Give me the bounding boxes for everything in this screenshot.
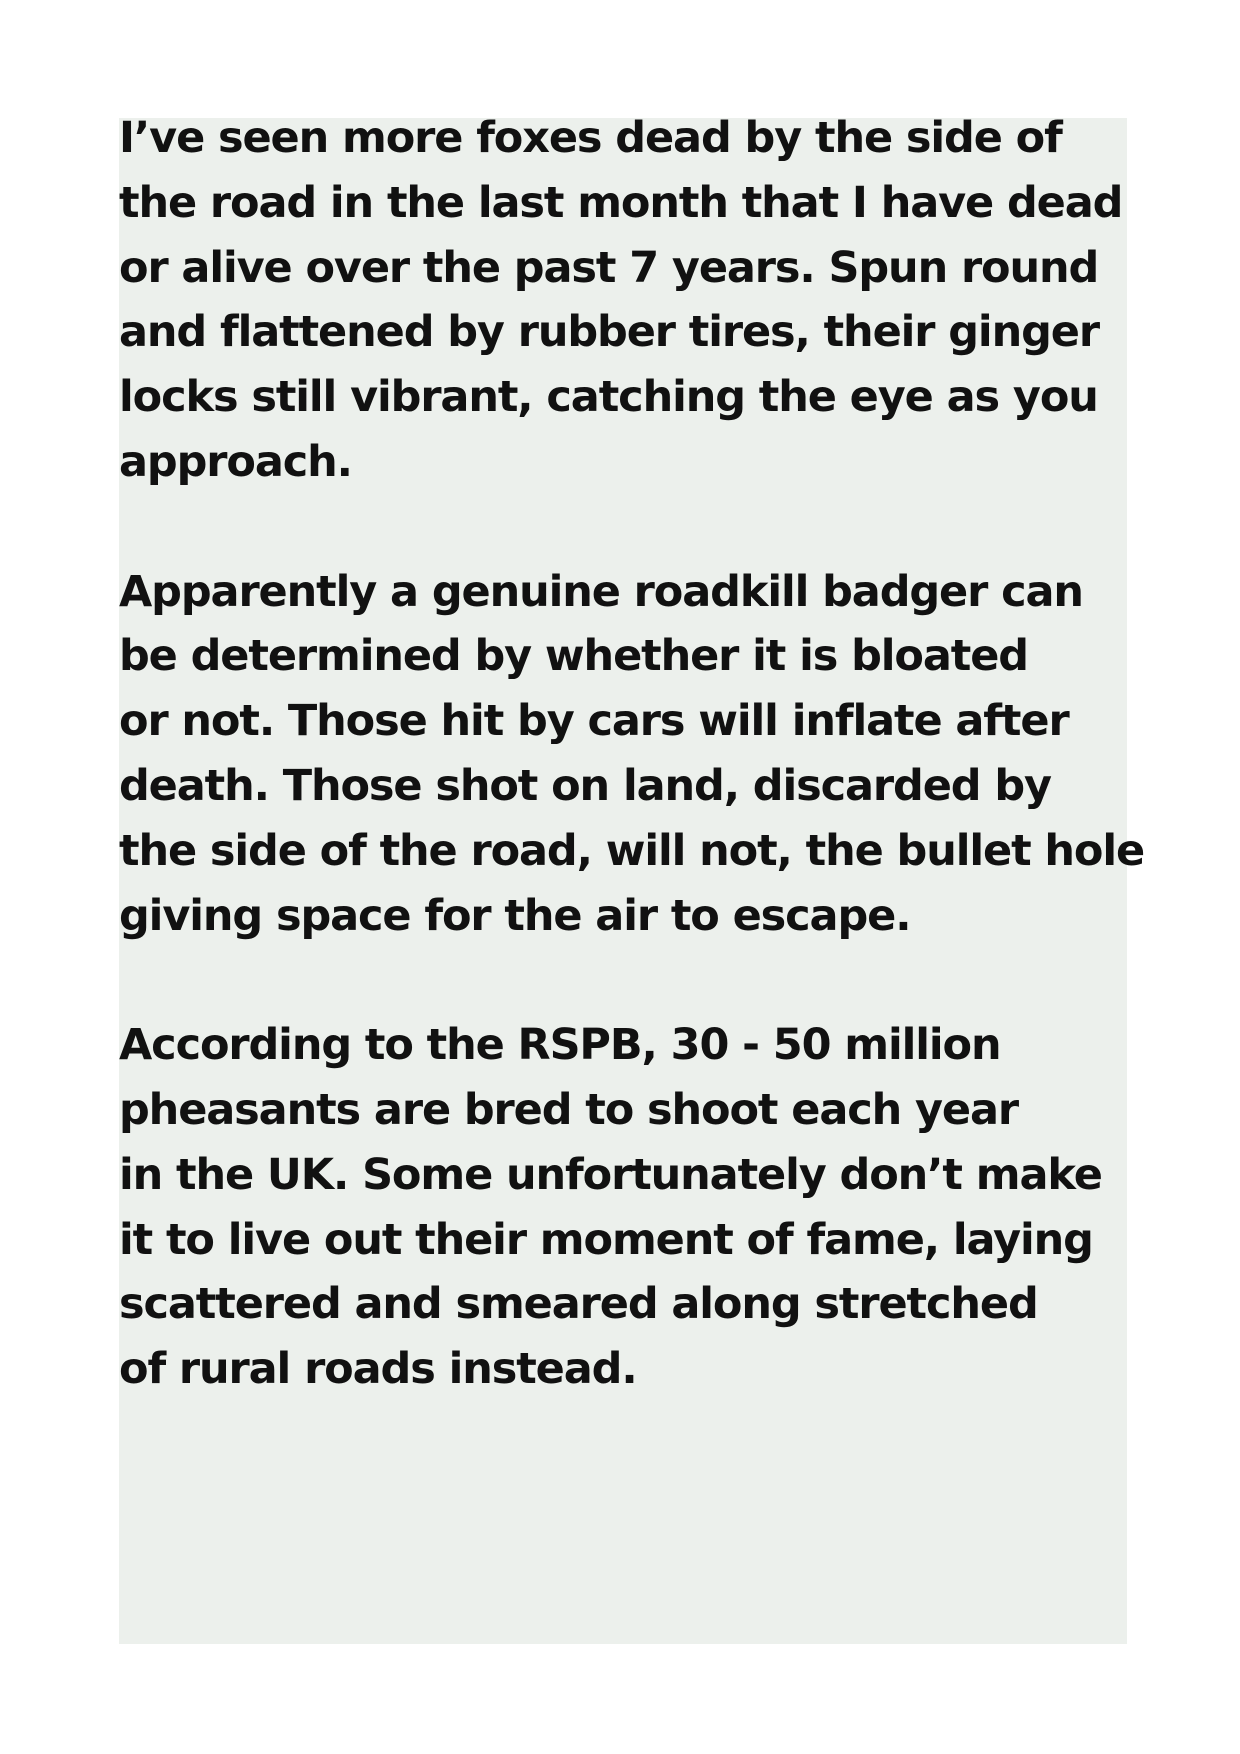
text-line: or alive over the past 7 years. Spun round [119,242,1099,293]
text-line: According to the RSPB, 30 - 50 million [119,1020,1001,1071]
text-line: scattered and smeared along stretched [119,1279,1038,1330]
text-line: approach. [119,436,352,487]
text-line: pheasants are bred to shoot each year [119,1084,1019,1135]
paragraph-badgers [119,560,1159,949]
paragraph-pheasants [119,1013,1159,1402]
text-line: giving space for the air to escape. [119,890,911,941]
text-line: or not. Those hit by cars will inflate after [119,696,1069,747]
text-line: in the UK. Some unfortunately don’t make [119,1149,1102,1200]
text-line: it to live out their moment of fame, laying [119,1214,1093,1265]
text-line: the side of the road, will not, the bullet hole [119,825,1145,876]
text-line: locks still vibrant, catching the eye as you [119,372,1098,423]
text-line: and flattened by rubber tires, their ginger [119,307,1099,358]
text-line: be determined by whether it is bloated [119,631,1028,682]
text-line: of rural roads instead. [119,1344,637,1395]
text-line: I’ve seen more foxes dead by the side of [119,113,1062,163]
body-text [119,106,1159,1467]
text-line: the road in the last month that I have dead [119,177,1123,228]
text-line: Apparently a genuine roadkill badger can [119,566,1083,617]
paragraph-foxes [119,106,1159,495]
text-line: death. Those shot on land, discarded by [119,760,1051,811]
